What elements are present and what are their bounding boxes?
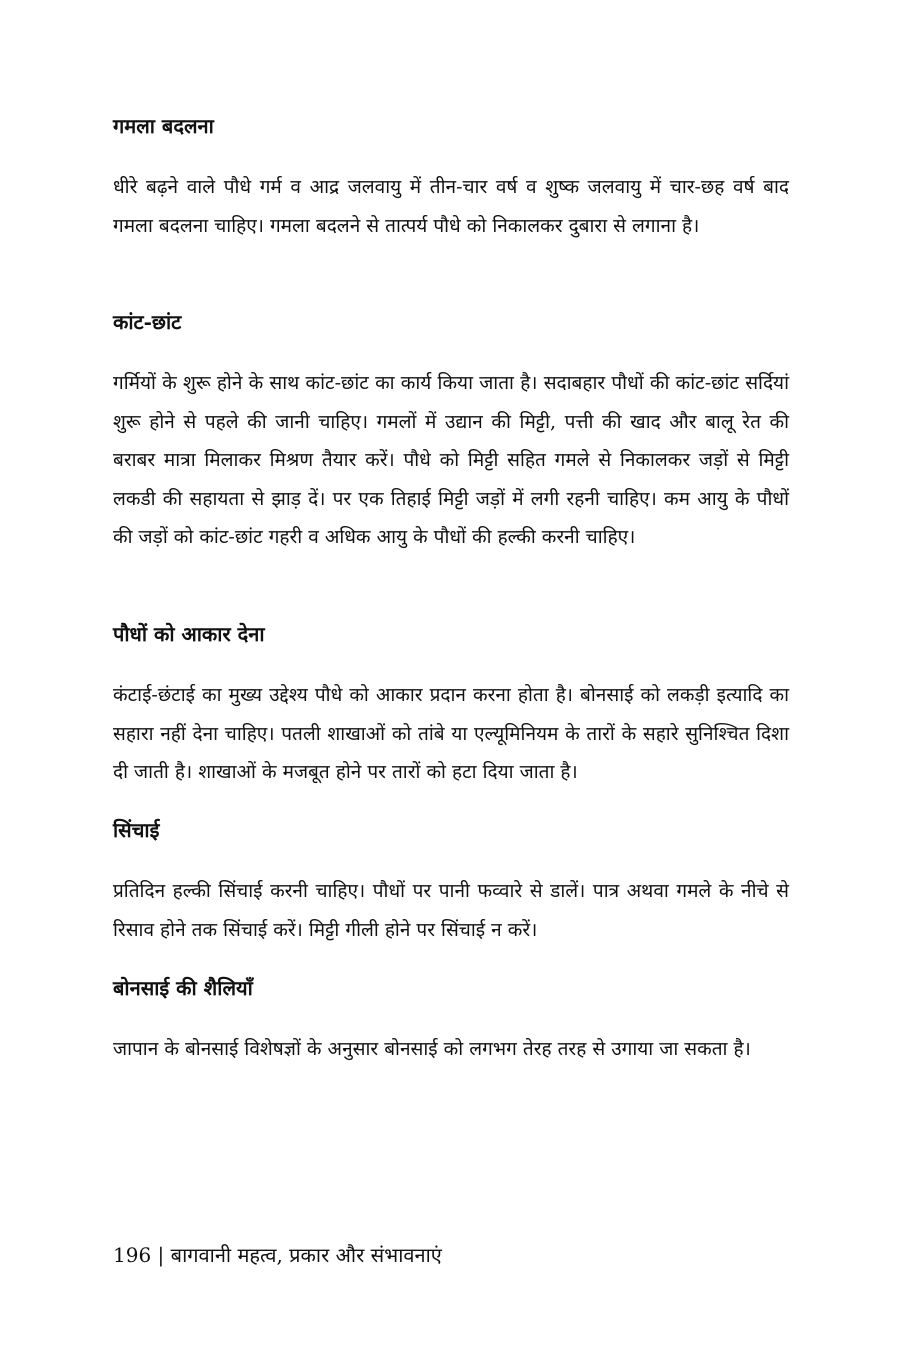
section-body-irrigation: प्रतिदिन हल्की सिंचाई करनी चाहिए। पौधों पर पानी फव्वारे से डालें। पात्र अथवा गमले के नीचे से रिसाव होने तक सिंचाई करें। मिट्टी गीली होने पर सिंचाई न करें। xyxy=(113,880,789,941)
page-footer xyxy=(113,1240,442,1270)
section-heading-pruning: कांट-छांट xyxy=(113,310,182,334)
section-body-pruning: गर्मियों के शुरू होने के साथ कांट-छांट का कार्य किया जाता है। सदाबहार पौधों की कांट-छांट सर्दियां शुरू होने से पहले की जानी चाहिए। गमलों में उद्यान की मिट्टी, पत्ती की खाद और बालू रेत की बराबर मात्रा मिलाकर मिश्रण तैयार करें। पौधे को मिट्टी सहित गमले से निकालकर जड़ों से मिट्टी लकडी की सहायता से झाड़ दें। पर एक तिहाई मिट्टी जड़ों में लगी रहनी चाहिए। कम आयु के पौधों की जड़ों को कांट-छांट गहरी व अधिक आयु के पौधों की हल्की करनी चाहिए। xyxy=(113,372,789,548)
section-heading-repotting: गमला बदलना xyxy=(113,114,214,138)
section-body-repotting: धीरे बढ़ने वाले पौधे गर्म व आद्र जलवायु में तीन-चार वर्ष व शुष्क जलवायु में चार-छह वर्ष बाद गमला बदलना चाहिए। गमला बदलने से तात्पर्य पौधे को निकालकर दुबारा से लगाना है। xyxy=(113,176,789,237)
section-heading-shaping: पौधों को आकार देना xyxy=(113,622,265,646)
section-heading-irrigation: सिंचाई xyxy=(113,818,160,842)
footer-separator: | xyxy=(157,1243,165,1267)
section-body-shaping: कंटाई-छंटाई का मुख्य उद्देश्य पौधे को आकार प्रदान करना होता है। बोनसाई को लकड़ी इत्यादि का सहारा नहीं देना चाहिए। पतली शाखाओं को तांबे या एल्यूमिनियम के तारों के सहारे सुनिश्चित दिशा दी जाती है। शाखाओं के मजबूत होने पर तारों को हटा दिया जाता है। xyxy=(113,684,789,783)
section-body-bonsai-styles: जापान के बोनसाई विशेषज्ञों के अनुसार बोनसाई को लगभग तेरह तरह से उगाया जा सकता है। xyxy=(113,1038,751,1060)
page-number: 196 xyxy=(113,1243,152,1267)
section-heading-bonsai-styles: बोनसाई की शैलियाँ xyxy=(113,976,253,1000)
book-title: बागवानी महत्व, प्रकार और संभावनाएं xyxy=(170,1243,442,1267)
